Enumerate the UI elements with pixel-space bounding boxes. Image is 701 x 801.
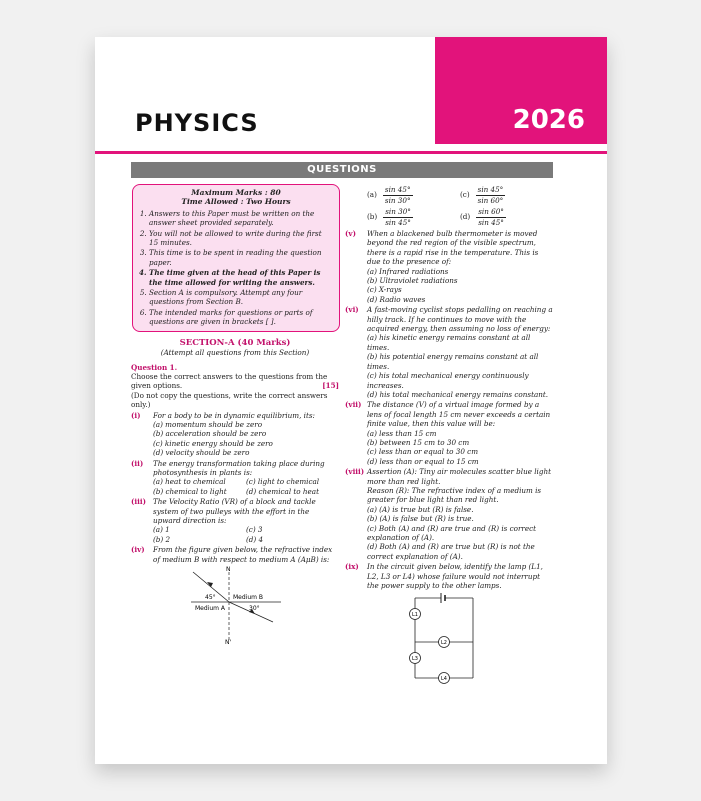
medium-b-label: Medium B — [233, 594, 264, 602]
option: (b) 2 — [153, 534, 171, 544]
angle-b-label: 30° — [249, 605, 260, 613]
question-iii — [131, 497, 339, 525]
option: (b) chemical to light — [153, 486, 227, 496]
lamp-label: L1 — [412, 612, 418, 619]
numerator: sin 60° — [478, 207, 504, 217]
numerator: sin 45° — [477, 185, 504, 195]
options-v — [345, 267, 553, 305]
refraction-figure — [131, 564, 339, 644]
normal-label: N — [226, 566, 231, 574]
question-vi — [345, 305, 553, 333]
option: (c) Both (A) and (R) are true and (R) is correct explanation of (A). — [367, 523, 537, 542]
question-intro — [131, 372, 339, 391]
question-text: When a blackened bulb thermometer is moved beyond the red region of the visible spectrum, there is a rapid rise in the temperature. This is due to the presence of: — [367, 229, 539, 267]
denominator: sin 45° — [385, 217, 411, 227]
time-allowed: Time Allowed : Two Hours — [181, 197, 291, 207]
instruction-item: 1. Answers to this Paper must be written on the answer sheet provided separately. — [149, 209, 333, 228]
question-number: (ix) — [345, 562, 359, 572]
fraction-option — [367, 207, 460, 227]
option: (d) Radio waves — [367, 294, 426, 304]
option: (d) 4 — [246, 534, 264, 544]
question-text: The distance (V) of a virtual image formed by a lens of focal length 15 cm never exceeds a certain finite value, then this value will be: — [367, 400, 551, 429]
instructions-box — [132, 184, 340, 332]
max-marks: Maximum Marks : 80 — [191, 188, 281, 197]
option: (b) Ultraviolet radiations — [367, 276, 458, 286]
question-v — [345, 229, 553, 267]
question-vii — [345, 400, 553, 428]
question-number: (viii) — [345, 467, 365, 477]
question-ix — [345, 562, 553, 590]
option: (c) 3 — [246, 525, 263, 535]
fraction-option — [460, 207, 553, 227]
instructions-list — [139, 209, 333, 327]
question-number: (v) — [345, 229, 356, 238]
option: (b) his potential energy remains constant at all times. — [367, 352, 539, 371]
section-subtitle: (Attempt all questions from this Section) — [160, 348, 310, 358]
question-number: (ii) — [131, 458, 144, 468]
option: (c) X-rays — [367, 285, 402, 295]
right-column — [345, 184, 553, 689]
instruction-item: 3. This time is to be spent in reading the question paper. — [149, 248, 333, 267]
questions-bar: QUESTIONS — [131, 162, 553, 178]
option-label: (b) — [367, 212, 378, 222]
fraction-options-row — [345, 184, 553, 206]
reason-text: Reason (R): The refractive index of a medium is greater for blue light than red light. — [367, 485, 542, 505]
question-intro-text: Choose the correct answers to the questions from the given options. — [131, 371, 328, 391]
question-ii — [131, 459, 339, 478]
question-number: (iv) — [131, 545, 145, 555]
options-vi — [345, 333, 553, 399]
option: (a) Infrared radiations — [367, 266, 449, 276]
option: (d) less than or equal to 15 cm — [367, 456, 479, 466]
question-number: (i) — [131, 410, 141, 420]
option: (c) his total mechanical energy continuously increases. — [367, 371, 529, 390]
option: (a) (A) is true but (R) is false. — [367, 504, 474, 514]
option: (b) acceleration should be zero — [153, 429, 267, 439]
question-viii — [345, 467, 553, 486]
instruction-item: 4. The time given at the head of this Paper is the time allowed for writing the answers. — [149, 268, 333, 287]
option: (c) less than or equal to 30 cm — [367, 447, 479, 457]
left-column — [131, 184, 339, 646]
question-i — [131, 411, 339, 420]
option: (a) his kinetic energy remains constant at all times. — [367, 333, 531, 352]
question-note: (Do not copy the questions, write the correct answers only.) — [131, 390, 328, 410]
book-page — [95, 37, 607, 764]
fraction-options-row — [345, 206, 553, 228]
instruction-item: 5. Section A is compulsory. Attempt any four questions from Section B. — [149, 288, 333, 307]
instruction-item: 2. You will not be allowed to write during the first 15 minutes. — [149, 229, 333, 248]
circuit-diagram — [345, 590, 553, 686]
options-i — [131, 420, 339, 458]
option: (b) between 15 cm to 30 cm — [367, 437, 470, 447]
fraction — [383, 185, 413, 205]
denominator: sin 60° — [477, 195, 504, 205]
option: (d) chemical to heat — [246, 486, 319, 496]
denominator: sin 45° — [478, 217, 504, 227]
option: (d) velocity should be zero — [153, 448, 250, 458]
year-label: 2026 — [512, 105, 585, 135]
option: (b) (A) is false but (R) is true. — [367, 514, 474, 524]
denominator: sin 30° — [384, 195, 411, 205]
question-text: For a body to be in dynamic equilibrium, its: — [153, 410, 315, 420]
fraction-option — [460, 185, 553, 205]
numerator: sin 30° — [385, 207, 411, 217]
question-heading: Question 1. — [131, 362, 178, 372]
option: (c) light to chemical — [246, 477, 320, 487]
question-text: Assertion (A): Tiny air molecules scatter blue light more than red light. — [367, 467, 551, 486]
question-iv — [131, 545, 339, 564]
angle-a-label: 45° — [205, 594, 216, 602]
lamp-label: L4 — [441, 676, 447, 683]
section-title: SECTION-A (40 Marks) — [179, 337, 291, 348]
question-text: In the circuit given below, identify the lamp (L1, L2, L3 or L4) whose failure would not interrupt the power supply to the other lamps. — [367, 562, 543, 591]
option: (a) less than 15 cm — [367, 428, 437, 438]
question-number: (vii) — [345, 400, 362, 410]
option-label: (c) — [460, 190, 470, 200]
fraction-option — [367, 185, 460, 205]
fraction — [476, 185, 506, 205]
question-number: (iii) — [131, 497, 146, 507]
marks-badge: [15] — [322, 381, 339, 391]
instruction-item: 6. The intended marks for questions or parts of questions are given in brackets [ ]. — [149, 308, 333, 327]
option-label: (d) — [460, 212, 471, 222]
question-text: The energy transformation taking place during photosynthesis in plants is: — [153, 458, 325, 477]
numerator: sin 45° — [384, 185, 411, 195]
option: (a) 1 — [153, 525, 170, 535]
option: (d) his total mechanical energy remains constant. — [367, 389, 549, 399]
options-iii — [131, 525, 339, 544]
option: (a) momentum should be zero — [153, 419, 263, 429]
question-text: From the figure given below, the refractive index of medium B with respect to medium A (AμB) is: — [153, 545, 333, 564]
options-vii — [345, 429, 553, 467]
options-ii — [131, 477, 339, 496]
header-pink-block — [435, 37, 607, 144]
options-viii — [345, 505, 553, 561]
lamp-label: L3 — [412, 656, 418, 663]
fraction — [383, 207, 413, 227]
lamp-label: L2 — [441, 640, 447, 647]
header-rule — [95, 151, 607, 154]
question-number: (vi) — [345, 305, 359, 315]
option: (d) Both (A) and (R) are true but (R) is not the correct explanation of (A). — [367, 542, 535, 561]
option: (c) kinetic energy should be zero — [153, 438, 273, 448]
normal-prime-label: N' — [225, 639, 232, 645]
option: (a) heat to chemical — [153, 477, 226, 487]
option-label: (a) — [367, 190, 377, 200]
page-title: PHYSICS — [135, 109, 259, 137]
fraction — [476, 207, 506, 227]
question-text: The Velocity Ratio (VR) of a block and tackle system of two pulleys with the effort in the upward direction is: — [153, 497, 316, 525]
medium-a-label: Medium A — [195, 605, 226, 613]
question-text: A fast-moving cyclist stops pedalling on reaching a hilly track. If he continues to move with the acquired energy, then assuming no loss of energy: — [367, 305, 553, 334]
